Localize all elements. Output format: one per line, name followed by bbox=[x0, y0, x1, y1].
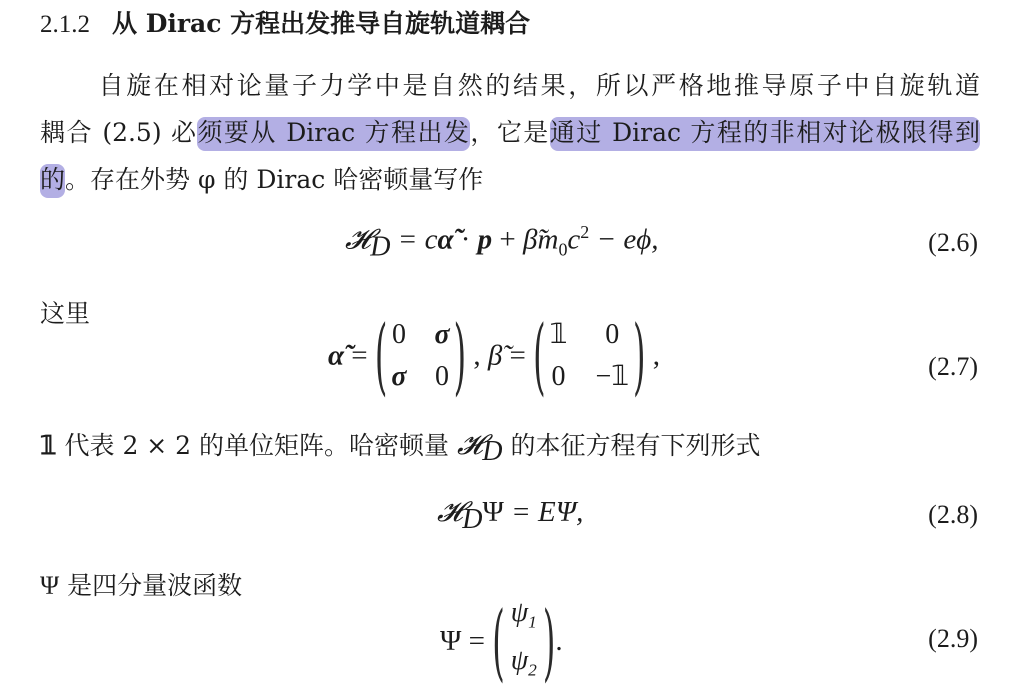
paragraph-text: 自旋在相对论量子力学中是自然的结果，所以严格地推导原子中自旋轨道 bbox=[96, 71, 980, 100]
math-text: · bbox=[453, 223, 478, 256]
matrix-cell: σ bbox=[434, 319, 450, 350]
matrix-cell: 0 bbox=[605, 319, 620, 350]
section-title: 从 Dirac 方程出发推导自旋轨道耦合 bbox=[112, 9, 531, 38]
beta-tilde: β̃ bbox=[523, 223, 538, 256]
subscript: D bbox=[482, 436, 503, 467]
equation-2-8 bbox=[437, 496, 583, 536]
left-paren: ( bbox=[492, 592, 505, 691]
alpha-tilde: α̃ bbox=[437, 223, 454, 256]
section-heading bbox=[40, 4, 530, 40]
left-paren: ( bbox=[374, 306, 388, 406]
psi-symbol: Ψ bbox=[482, 496, 504, 528]
matrix-cell: −𝟙 bbox=[595, 361, 630, 392]
math-text: = EΨ, bbox=[503, 496, 584, 528]
paragraph-text: 代表 2 × 2 的单位矩阵。哈密顿量 bbox=[56, 431, 457, 460]
equation-number-2-9: (2.9) bbox=[928, 624, 978, 653]
paragraph-text: 是四分量波函数 bbox=[59, 571, 243, 600]
matrix-cell: 0 bbox=[391, 319, 406, 350]
equation-number-2-8: (2.8) bbox=[928, 500, 978, 529]
alpha-matrix bbox=[387, 318, 453, 394]
alpha-tilde: α̃ bbox=[328, 339, 345, 372]
section-number: 2.1.2 bbox=[40, 11, 90, 38]
text-here: 这里 bbox=[40, 299, 91, 328]
paragraph-line-2 bbox=[40, 109, 980, 156]
equation-number-2-6: (2.6) bbox=[928, 228, 978, 257]
right-paren: ) bbox=[542, 592, 556, 691]
math-text: , bbox=[645, 339, 661, 372]
math-text: = bbox=[344, 339, 375, 372]
hamiltonian-symbol: 𝓗 bbox=[345, 224, 371, 256]
math-text: − eϕ, bbox=[589, 223, 659, 256]
paragraph-text: 。存在外势 φ 的 Dirac 哈密顿量写作 bbox=[65, 165, 484, 194]
beta-matrix bbox=[546, 318, 633, 394]
left-paren: ( bbox=[533, 306, 546, 406]
paragraph-text: 的本征方程有下列形式 bbox=[502, 431, 761, 460]
vector-cell: $\psi_2$ bbox=[510, 644, 537, 680]
math-text: , bbox=[466, 339, 488, 372]
math-text: = bbox=[502, 339, 534, 372]
superscript: 2 bbox=[580, 222, 590, 242]
paragraph-text: ，它是 bbox=[470, 118, 550, 147]
paragraph-line-1 bbox=[40, 62, 980, 109]
equation-2-9 bbox=[440, 592, 563, 691]
text-identity-line bbox=[40, 426, 760, 468]
matrix-cell: σ bbox=[391, 361, 407, 392]
math-text: . bbox=[555, 625, 563, 658]
beta-tilde: β̃ bbox=[487, 339, 503, 372]
identity-symbol: 𝟙 bbox=[40, 431, 57, 460]
matrix-cell: 0 bbox=[435, 361, 450, 392]
right-paren: ) bbox=[453, 306, 467, 406]
paragraph-line-3 bbox=[40, 156, 980, 203]
text-psi-line bbox=[40, 566, 242, 602]
psi-symbol: Ψ bbox=[440, 625, 462, 658]
equation-2-7 bbox=[328, 306, 661, 406]
subscript: 0 bbox=[558, 239, 568, 260]
math-text: = bbox=[461, 625, 493, 658]
right-paren: ) bbox=[633, 306, 646, 406]
math-text: = c bbox=[390, 223, 438, 256]
paragraph-intro bbox=[40, 62, 980, 203]
hamiltonian-symbol: 𝓗 bbox=[437, 497, 463, 528]
vector-cell: $\psi_1$ bbox=[510, 597, 537, 632]
highlight-span[interactable]: 通过 Dirac 方程的非相对论极限得到 bbox=[550, 117, 980, 151]
highlight-span[interactable]: 须要从 Dirac 方程出发 bbox=[197, 117, 470, 151]
paragraph-text: 耦合 (2.5) 必 bbox=[40, 118, 198, 147]
math-text: m bbox=[537, 223, 559, 256]
hamiltonian-symbol: 𝓗 bbox=[457, 430, 483, 461]
matrix-cell: 0 bbox=[551, 361, 566, 392]
math-text: c bbox=[567, 223, 581, 256]
subscript: D bbox=[462, 503, 483, 535]
subscript: D bbox=[370, 231, 391, 263]
psi-symbol: Ψ bbox=[40, 571, 60, 600]
equation-2-6 bbox=[345, 222, 658, 263]
matrix-cell: 𝟙 bbox=[549, 319, 568, 350]
psi-vector bbox=[505, 596, 543, 687]
momentum-symbol: p bbox=[477, 223, 493, 256]
math-text: + bbox=[492, 223, 524, 256]
equation-number-2-7: (2.7) bbox=[928, 352, 978, 381]
highlight-span[interactable]: 的 bbox=[40, 164, 65, 198]
